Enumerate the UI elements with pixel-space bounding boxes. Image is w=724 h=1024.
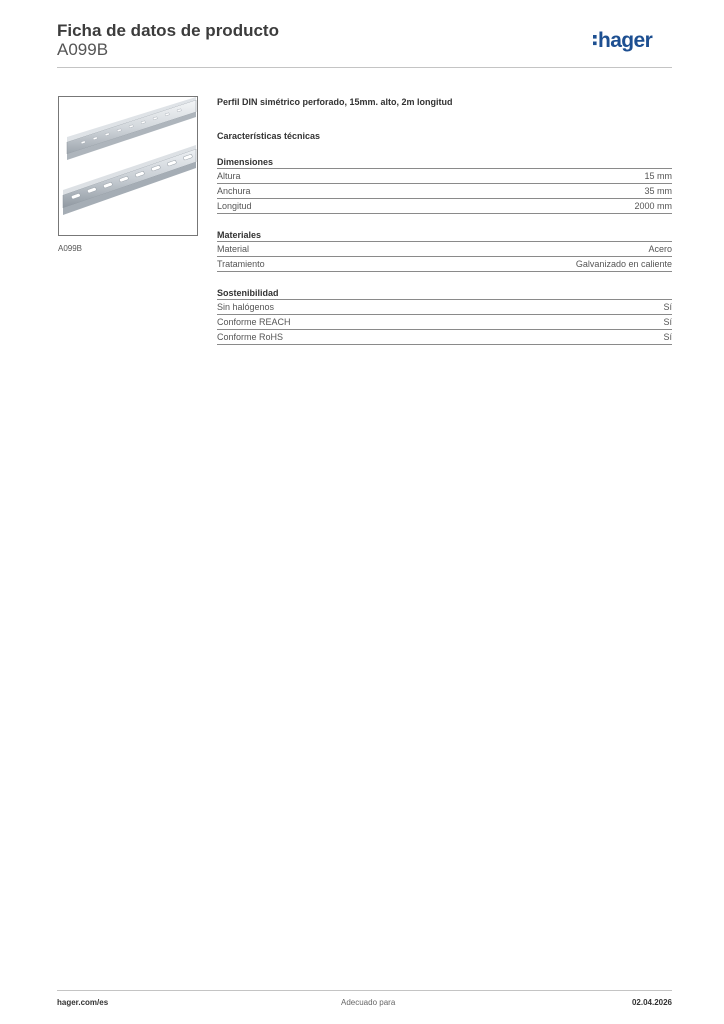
product-code: A099B	[57, 40, 109, 59]
spec-label: Anchura	[217, 186, 251, 196]
spec-value: Sí	[663, 302, 672, 312]
header-divider	[57, 67, 672, 68]
hager-logo	[593, 28, 673, 56]
spec-group-materiales	[217, 229, 672, 272]
footer-website: hager.com/es	[57, 998, 109, 1007]
footer-divider	[57, 990, 672, 991]
spec-row	[217, 315, 672, 330]
spec-label: Conforme RoHS	[217, 332, 284, 342]
footer-date: 02.04.2026	[631, 998, 672, 1007]
spec-row	[217, 184, 672, 199]
footer-suitability: Adecuado para	[341, 998, 396, 1007]
spec-value: Galvanizado en caliente	[575, 259, 672, 269]
spec-label: Tratamiento	[217, 259, 265, 269]
spec-label: Material	[217, 244, 250, 254]
spec-group-title: Sostenibilidad	[217, 287, 672, 300]
spec-group-dimensiones	[217, 156, 672, 214]
spec-row	[217, 300, 672, 315]
spec-value: 35 mm	[644, 186, 672, 196]
spec-row	[217, 330, 672, 345]
spec-value: 2000 mm	[634, 201, 672, 211]
din-rail-illustration	[59, 97, 197, 235]
spec-row	[217, 199, 672, 214]
spec-value: 15 mm	[644, 171, 672, 181]
spec-label: Altura	[217, 171, 241, 181]
spec-label: Sin halógenos	[217, 302, 275, 312]
spec-group-title: Materiales	[217, 229, 672, 242]
product-image	[58, 96, 198, 236]
spec-value: Sí	[663, 317, 672, 327]
image-caption: A099B	[58, 244, 83, 253]
spec-content	[217, 96, 672, 345]
spec-row	[217, 242, 672, 257]
page-title: Ficha de datos de producto	[57, 21, 279, 40]
spec-group-sostenibilidad	[217, 287, 672, 345]
spec-label: Conforme REACH	[217, 317, 291, 327]
product-description: Perfil DIN simétrico perforado, 15mm. alto, 2m longitud	[217, 97, 453, 107]
spec-value: Acero	[648, 244, 672, 254]
spec-heading: Características técnicas	[217, 131, 321, 141]
spec-value: Sí	[663, 332, 672, 342]
spec-row	[217, 257, 672, 272]
spec-group-title: Dimensiones	[217, 156, 672, 169]
spec-row	[217, 169, 672, 184]
spec-label: Longitud	[217, 201, 252, 211]
svg-text:hager: hager	[598, 29, 653, 52]
